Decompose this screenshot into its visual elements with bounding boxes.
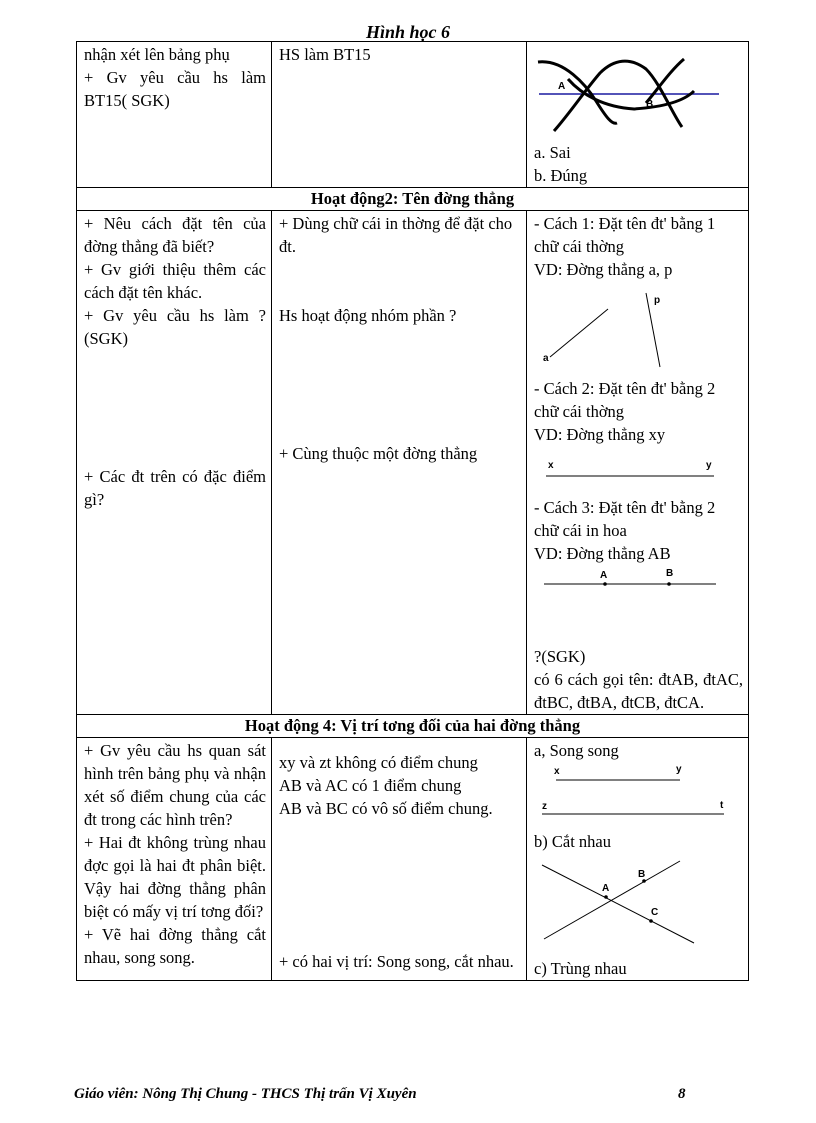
fig-label: t bbox=[720, 800, 724, 811]
content-cell bbox=[527, 211, 749, 715]
fig-line-xy bbox=[534, 446, 734, 496]
content-cell bbox=[527, 42, 749, 188]
content-cell bbox=[527, 738, 749, 981]
text-line: VD: Đờng thẳng a, p bbox=[534, 260, 673, 279]
text-line: AB và BC có vô số điểm chung. bbox=[279, 799, 493, 818]
fig-label: B bbox=[646, 99, 654, 110]
teacher-cell bbox=[77, 738, 272, 981]
text-line: ?(SGK) bbox=[534, 647, 586, 666]
text-line: + Gv yêu cầu hs quan sát hình trên bảng phụ và nhận xét số điểm chung của các đt trong các hình trên? bbox=[84, 741, 266, 829]
text-line: + Vẽ hai đờng thẳng cắt nhau, song song. bbox=[84, 925, 266, 967]
fig-label: A bbox=[602, 883, 610, 894]
text-line: HS làm BT15 bbox=[279, 45, 371, 64]
fig-label: y bbox=[706, 460, 712, 471]
fig-parallel-lines bbox=[534, 762, 734, 830]
text-line: + có hai vị trí: Song song, cắt nhau. bbox=[279, 952, 514, 971]
fig-label: B bbox=[638, 869, 646, 880]
teacher-cell bbox=[77, 211, 272, 715]
footer-teacher: Giáo viên: Nông Thị Chung - THCS Thị trấn Vị Xuyên bbox=[74, 1086, 417, 1102]
student-cell bbox=[272, 42, 527, 188]
table-row bbox=[77, 738, 749, 981]
fig-label: C bbox=[651, 907, 659, 918]
text-line: có 6 cách gọi tên: đtAB, đtAC, đtBC, đtBA, đtCB, đtCA. bbox=[534, 670, 743, 712]
text-line: - Cách 2: Đặt tên đt' bằng 2 chữ cái thờng bbox=[534, 379, 716, 421]
teacher-cell bbox=[77, 42, 272, 188]
text-line: + Hai đt không trùng nhau đợc gọi là hai đt phân biệt. Vậy hai đờng thẳng phân biệt có mấy vị trí tơng đối? bbox=[84, 833, 266, 921]
fig-label: A bbox=[558, 81, 566, 92]
table-row bbox=[77, 211, 749, 715]
text-line: nhận xét lên bảng phụ bbox=[84, 45, 230, 64]
text-line: + Các đt trên có đặc điểm gì? bbox=[84, 467, 266, 509]
text-line: - Cách 3: Đặt tên đt' bằng 2 chữ cái in hoa bbox=[534, 498, 716, 540]
text-line: + Cùng thuộc một đờng thẳng bbox=[279, 444, 478, 463]
student-cell bbox=[272, 211, 527, 715]
fig-label: B bbox=[666, 568, 674, 579]
text-line: AB và AC có 1 điểm chung bbox=[279, 776, 462, 795]
text-line: + Gv yêu cầu hs làm ?(SGK) bbox=[84, 306, 266, 348]
text-line: + Gv yêu cầu hs làm BT15( SGK) bbox=[84, 68, 266, 110]
section-row bbox=[77, 188, 749, 211]
fig-label: p bbox=[654, 295, 661, 306]
page-header: Hình học 6 bbox=[365, 22, 451, 42]
text-line: - Cách 1: Đặt tên đt' bằng 1 chữ cái thờng bbox=[534, 214, 716, 256]
text-line: VD: Đờng thẳng AB bbox=[534, 544, 671, 563]
fig-line-AB bbox=[534, 565, 734, 645]
text-line: c) Trùng nhau bbox=[534, 959, 627, 978]
fig-label: z bbox=[542, 801, 547, 812]
text-line: + Dùng chữ cái in thờng để đặt cho đt. bbox=[279, 214, 513, 256]
text-line: xy và zt không có điểm chung bbox=[279, 753, 478, 772]
text-line: + Gv giới thiệu thêm các cách đặt tên khác. bbox=[84, 260, 266, 302]
fig-label: y bbox=[676, 764, 682, 775]
fig-label: a bbox=[543, 353, 549, 364]
answer-a: a. Sai bbox=[534, 143, 571, 162]
section-row bbox=[77, 715, 749, 738]
fig-intersecting-lines bbox=[534, 853, 734, 957]
student-cell bbox=[272, 738, 527, 981]
fig-label: A bbox=[600, 570, 608, 581]
text-line: b) Cắt nhau bbox=[534, 832, 611, 851]
text-line: a, Song song bbox=[534, 741, 619, 760]
fig-label: x bbox=[548, 460, 554, 471]
section-title: Hoạt động2: Tên đờng thẳng bbox=[77, 188, 749, 211]
text-line: + Nêu cách đặt tên của đờng thẳng đã biết? bbox=[84, 214, 266, 256]
bt15-figure bbox=[534, 43, 734, 141]
fig-lines-a-p bbox=[534, 281, 734, 377]
fig-label: x bbox=[554, 766, 560, 777]
text-line: Hs hoạt động nhóm phần ? bbox=[279, 306, 457, 325]
page-number: 8 bbox=[678, 1086, 686, 1102]
table-row bbox=[77, 42, 749, 188]
text-line: VD: Đờng thẳng xy bbox=[534, 425, 666, 444]
answer-b: b. Đúng bbox=[534, 166, 588, 185]
lesson-table bbox=[76, 41, 749, 981]
section-title: Hoạt động 4: Vị trí tơng đối của hai đờng thẳng bbox=[77, 715, 749, 738]
